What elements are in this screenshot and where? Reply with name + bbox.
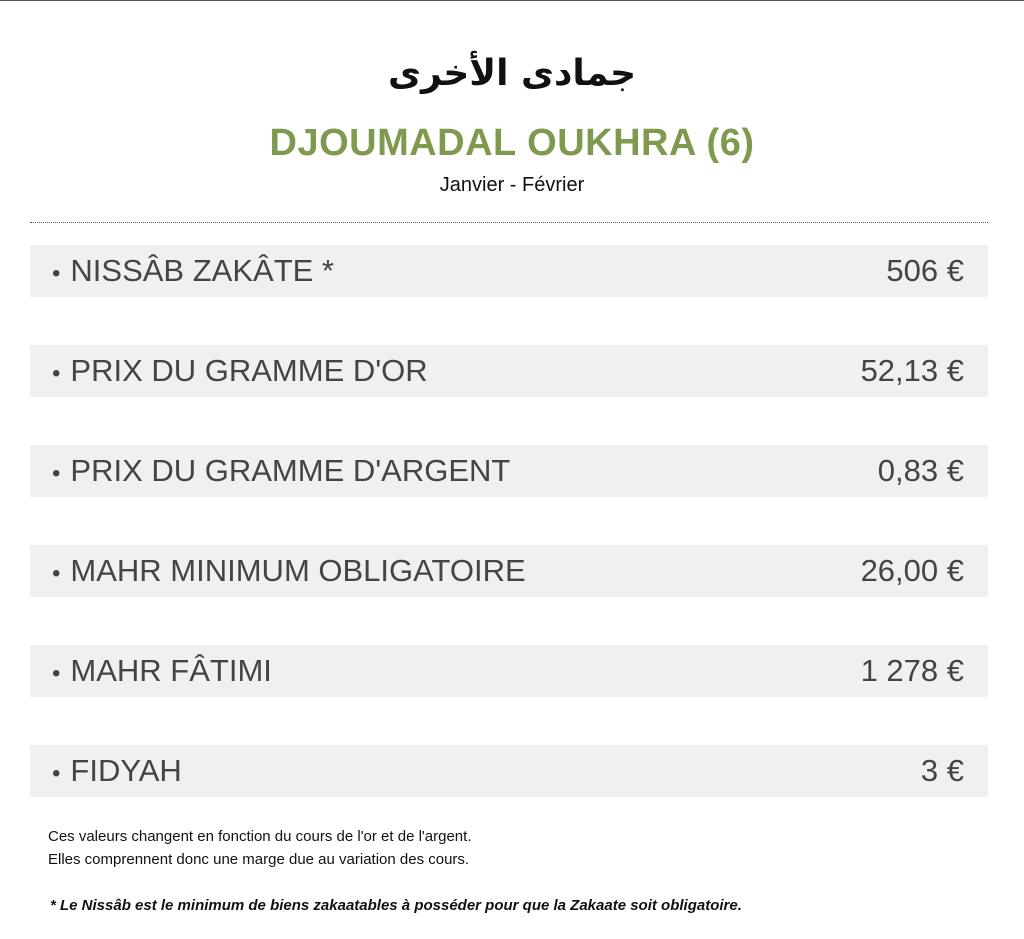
row-label-text: MAHR MINIMUM OBLIGATOIRE [70,553,526,588]
row-label [52,353,428,389]
row-prix-gramme-argent [30,445,988,497]
row-mahr-minimum [30,545,988,597]
row-value: 52,13 € [860,353,964,388]
bullet-icon: • [52,760,61,787]
row-value: 0,83 € [877,453,964,488]
note-line-2: Elles comprennent donc une marge due au variation des cours. [48,851,470,868]
month-subtitle: Janvier - Février [439,174,585,196]
row-label-text: NISSÂB ZAKÂTE * [70,253,334,288]
month-title: DJOUMADAL OUKHRA (6) [269,122,755,164]
row-value: 26,00 € [860,553,964,588]
row-label [52,653,272,689]
dotted-divider [30,222,988,223]
row-label [52,753,182,789]
row-label-text: PRIX DU GRAMME D'ARGENT [70,453,511,488]
bullet-icon: • [52,360,61,387]
top-divider [0,0,1024,1]
row-label-text: PRIX DU GRAMME D'OR [70,353,428,388]
bullet-icon: • [52,560,61,587]
row-value: 1 278 € [860,653,964,688]
arabic-month-title: جمادى الأخرى [387,53,637,94]
values-note [48,825,978,871]
row-prix-gramme-or [30,345,988,397]
row-value: 506 € [886,253,964,288]
row-label [52,453,510,489]
nissab-footnote: * Le Nissâb est le minimum de biens zakaatables à posséder pour que la Zakaate soit obligatoire. [50,897,742,914]
bullet-icon: • [52,260,61,287]
row-value: 3 € [920,753,964,788]
row-label [52,553,526,589]
row-mahr-fatimi [30,645,988,697]
row-nissab-zakate [30,245,988,297]
bullet-icon: • [52,460,61,487]
row-label-text: MAHR FÂTIMI [70,653,272,688]
bullet-icon: • [52,660,61,687]
row-fidyah [30,745,988,797]
row-label [52,253,334,289]
note-line-1: Ces valeurs changent en fonction du cours de l'or et de l'argent. [48,828,472,845]
values-list [30,245,988,845]
row-label-text: FIDYAH [70,753,182,788]
